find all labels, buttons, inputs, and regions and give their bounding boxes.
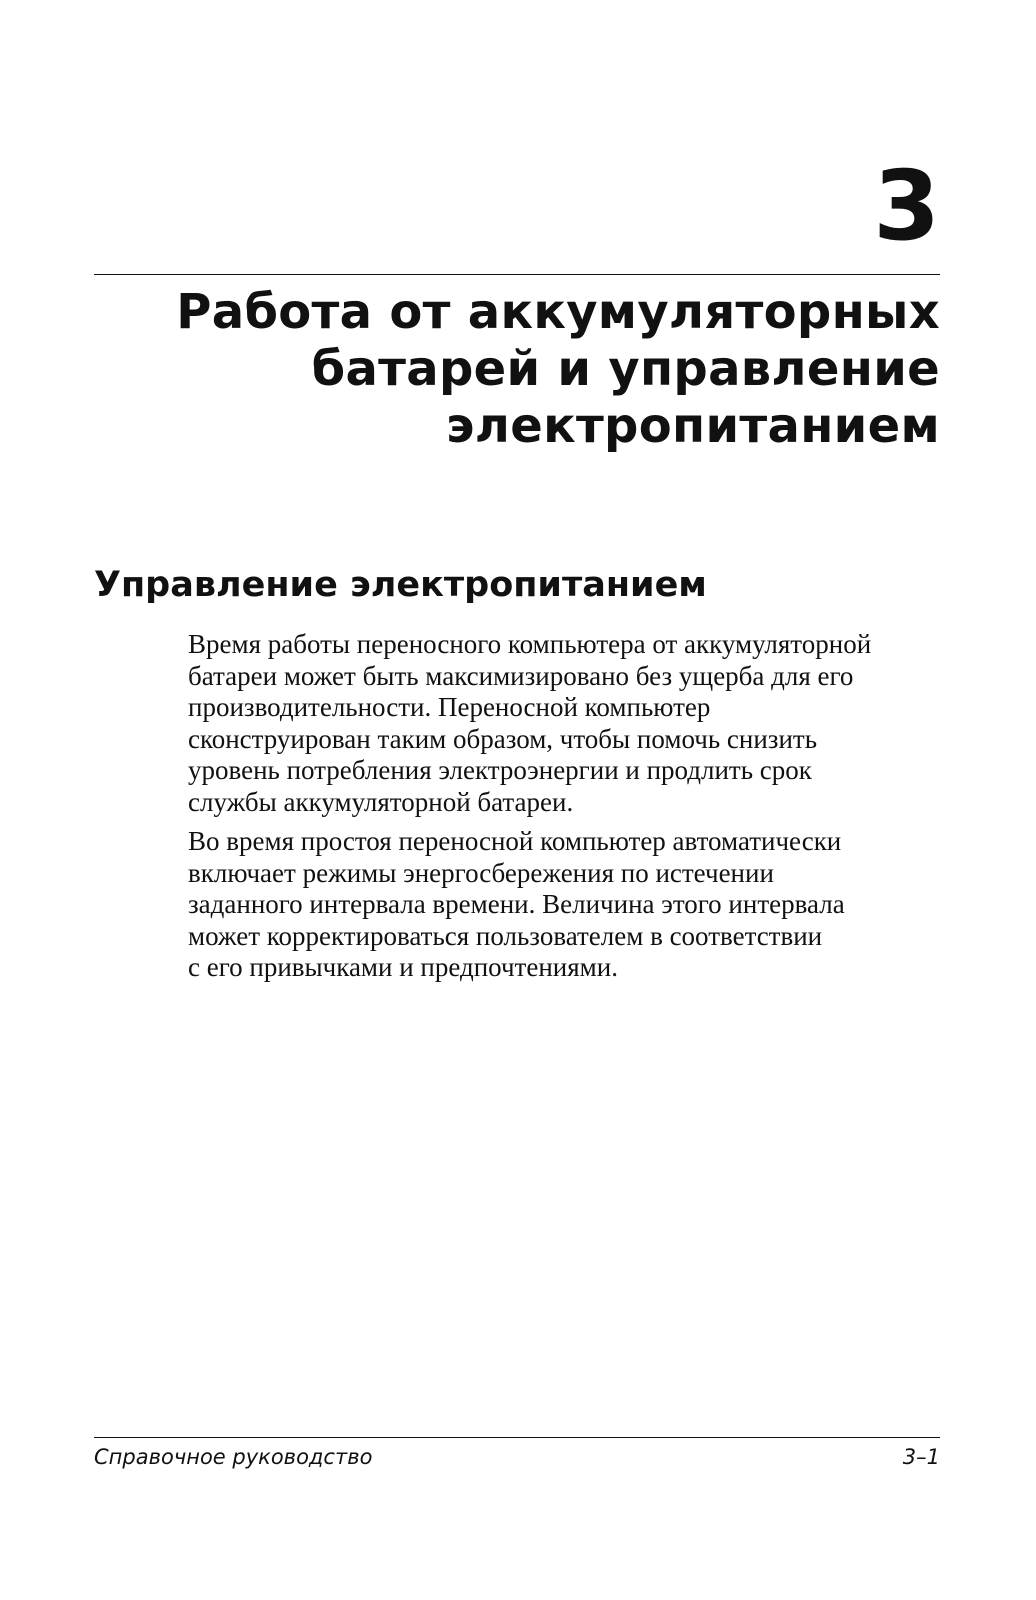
footer-document-title: Справочное руководство (94, 1445, 373, 1469)
paragraph-line: может корректироваться пользователем в соответствии (188, 920, 823, 951)
paragraph-line: включает режимы энергосбережения по истечении (188, 857, 774, 888)
chapter-title (80, 284, 940, 455)
footer-divider (94, 1437, 940, 1438)
chapter-title-line: Работа от аккумуляторных (176, 284, 940, 340)
paragraph-line: службы аккумуляторной батареи. (188, 786, 574, 817)
paragraph-line: производительности. Переносной компьютер (188, 692, 711, 722)
chapter-title-line: батарей и управление (311, 341, 940, 397)
chapter-title-line: электропитанием (446, 398, 940, 454)
paragraph-line: батареи может быть максимизировано без ущерба для его (188, 660, 854, 691)
paragraph-line: заданного интервала времени. Величина этого интервала (188, 889, 845, 919)
paragraph-line: с его привычками и предпочтениями. (188, 952, 618, 982)
paragraph-line: сконструирован таким образом, чтобы помочь снизить (188, 723, 818, 754)
footer-page-number: 3–1 (902, 1445, 940, 1469)
paragraph-line: уровень потребления электроэнергии и продлить срок (188, 755, 812, 785)
body-paragraph (188, 826, 948, 984)
body-paragraph (188, 629, 948, 818)
paragraph-line: Во время простоя переносной компьютер автоматически (188, 826, 842, 856)
chapter-number: 3 (873, 150, 940, 262)
paragraph-line: Время работы переносного компьютера от аккумуляторной (188, 629, 872, 659)
section-heading: Управление электропитанием (94, 565, 707, 605)
chapter-divider (94, 274, 940, 275)
